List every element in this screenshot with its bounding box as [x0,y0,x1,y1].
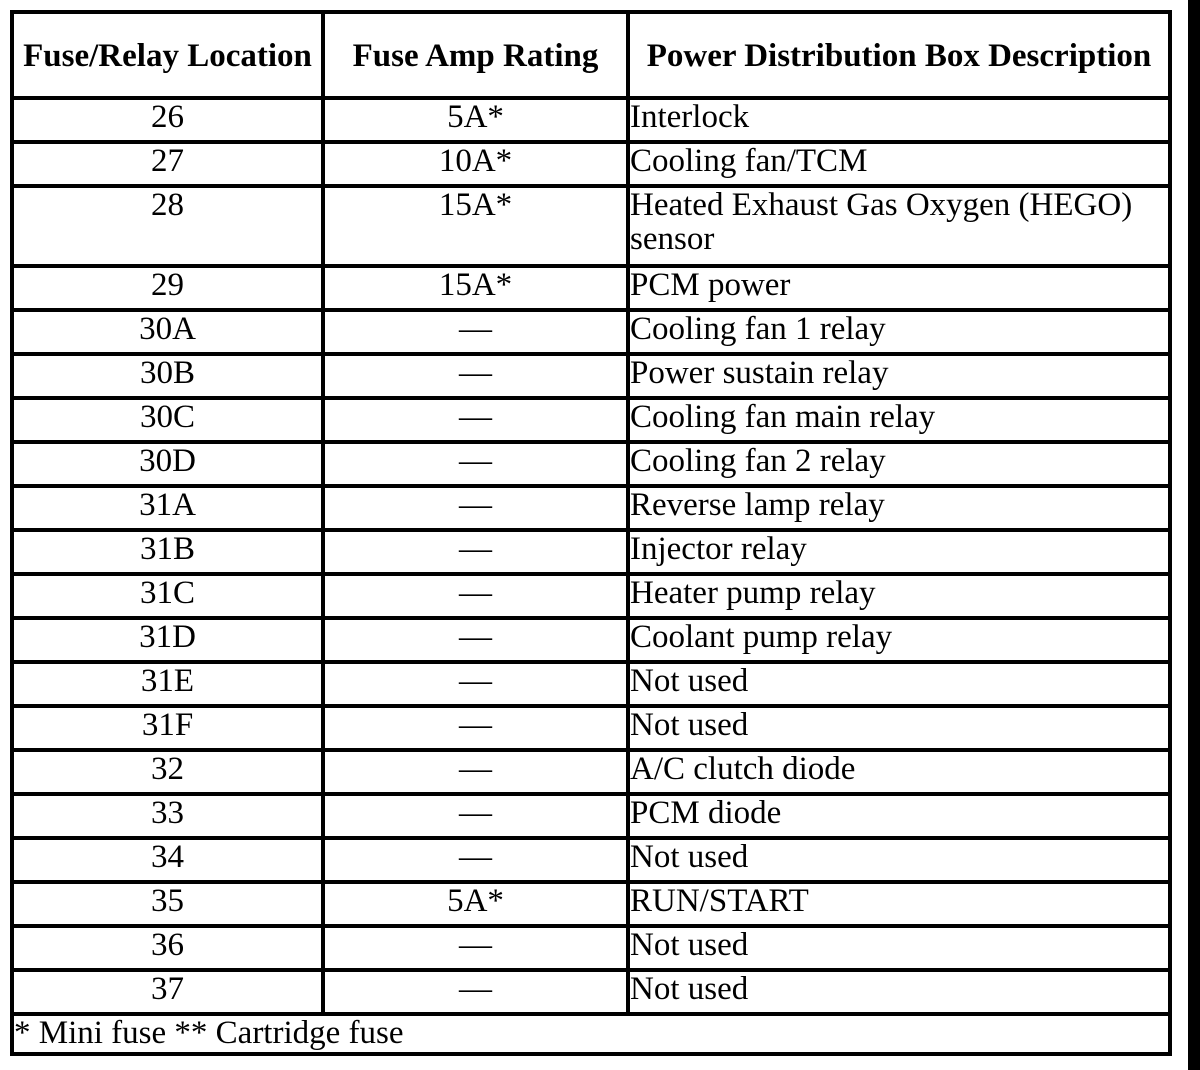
location-cell: 30D [12,442,323,486]
table-row [12,486,1170,530]
footnote: * Mini fuse ** Cartridge fuse [12,1014,1170,1054]
amp-rating-cell: — [323,662,628,706]
amp-rating-cell: — [323,442,628,486]
amp-rating-cell: — [323,310,628,354]
header-description: Power Distribution Box Description [628,12,1170,98]
location-cell: 28 [12,186,323,266]
amp-rating-cell: 15A* [323,266,628,310]
description-cell: Coolant pump relay [628,618,1170,662]
location-cell: 35 [12,882,323,926]
description-cell: Not used [628,926,1170,970]
amp-rating-cell: — [323,750,628,794]
description-cell: Heated Exhaust Gas Oxygen (HEGO) sensor [628,186,1170,266]
amp-rating-cell: 5A* [323,882,628,926]
description-cell: Cooling fan main relay [628,398,1170,442]
location-cell: 30B [12,354,323,398]
table-row [12,530,1170,574]
location-cell: 32 [12,750,323,794]
description-cell: Not used [628,970,1170,1014]
amp-rating-cell: — [323,574,628,618]
location-cell: 30A [12,310,323,354]
description-cell: A/C clutch diode [628,750,1170,794]
table-row [12,398,1170,442]
footnote-row [12,1014,1170,1054]
table-row [12,750,1170,794]
table-row [12,442,1170,486]
table-row [12,706,1170,750]
table-row [12,926,1170,970]
description-cell: PCM power [628,266,1170,310]
location-cell: 31D [12,618,323,662]
location-cell: 31F [12,706,323,750]
location-cell: 31A [12,486,323,530]
amp-rating-cell: — [323,926,628,970]
location-cell: 33 [12,794,323,838]
table-row [12,574,1170,618]
description-cell: Interlock [628,98,1170,142]
table-row [12,838,1170,882]
table-row [12,970,1170,1014]
amp-rating-cell: — [323,970,628,1014]
table-row [12,186,1170,266]
location-cell: 36 [12,926,323,970]
header-location: Fuse/Relay Location [12,12,323,98]
amp-rating-cell: 5A* [323,98,628,142]
table-row [12,266,1170,310]
description-cell: Reverse lamp relay [628,486,1170,530]
location-cell: 26 [12,98,323,142]
table-row [12,618,1170,662]
description-cell: Cooling fan 1 relay [628,310,1170,354]
amp-rating-cell: 10A* [323,142,628,186]
table-body [12,98,1170,1014]
description-cell: Not used [628,706,1170,750]
location-cell: 29 [12,266,323,310]
table-row [12,354,1170,398]
amp-rating-cell: 15A* [323,186,628,266]
amp-rating-cell: — [323,530,628,574]
location-cell: 31E [12,662,323,706]
location-cell: 37 [12,970,323,1014]
amp-rating-cell: — [323,398,628,442]
description-cell: Not used [628,662,1170,706]
table-row [12,142,1170,186]
description-cell: PCM diode [628,794,1170,838]
fuse-table [10,10,1172,1056]
description-cell: Not used [628,838,1170,882]
header-amp-rating: Fuse Amp Rating [323,12,628,98]
description-cell: Cooling fan/TCM [628,142,1170,186]
table-row [12,98,1170,142]
amp-rating-cell: — [323,354,628,398]
location-cell: 31C [12,574,323,618]
amp-rating-cell: — [323,838,628,882]
table-row [12,882,1170,926]
description-cell: Power sustain relay [628,354,1170,398]
header-row [12,12,1170,98]
amp-rating-cell: — [323,618,628,662]
table-row [12,662,1170,706]
location-cell: 31B [12,530,323,574]
page-edge [1172,0,1200,1070]
amp-rating-cell: — [323,486,628,530]
amp-rating-cell: — [323,794,628,838]
location-cell: 34 [12,838,323,882]
table-row [12,794,1170,838]
location-cell: 30C [12,398,323,442]
description-cell: RUN/START [628,882,1170,926]
location-cell: 27 [12,142,323,186]
amp-rating-cell: — [323,706,628,750]
description-cell: Cooling fan 2 relay [628,442,1170,486]
description-cell: Injector relay [628,530,1170,574]
description-cell: Heater pump relay [628,574,1170,618]
table-row [12,310,1170,354]
